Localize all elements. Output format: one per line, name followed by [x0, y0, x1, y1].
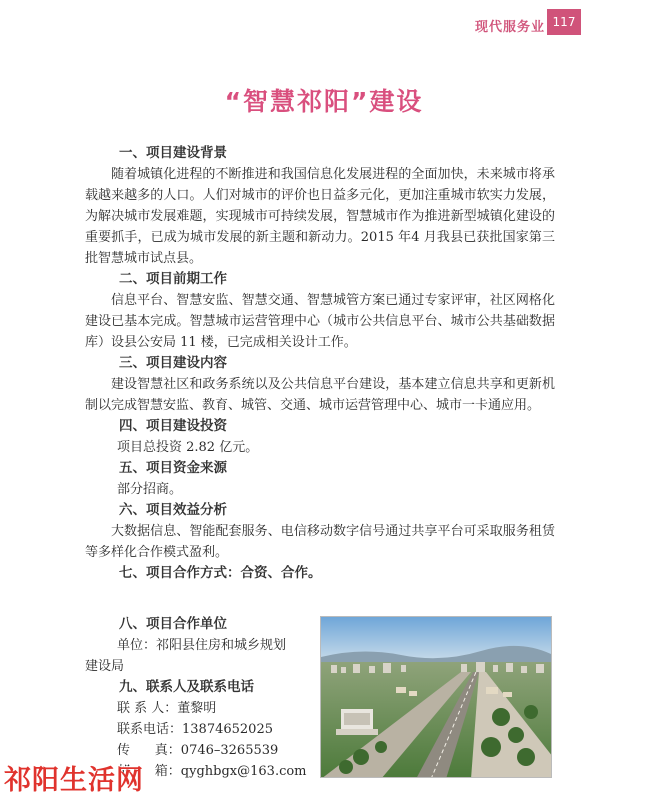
section-body: 信息平台、智慧安监、智慧交通、智慧城管方案已通过专家评审，社区网格化建设已基本完成。智慧城市运营管理中心（城市公共信息平台、城市公共基础数据库）设县公安局 11 楼，已完成相关设计工作。: [85, 293, 555, 350]
unit-line-continued: 建设局: [85, 659, 125, 674]
section-heading: 七、项目合作方式：合资、合作。: [119, 565, 322, 581]
section-body: 部分招商。: [117, 482, 183, 497]
site-watermark: 祁阳生活网: [4, 765, 144, 796]
section-heading: 一、项目建设背景: [119, 145, 227, 161]
section-body: 随着城镇化进程的不断推进和我国信息化发展进程的全面加快，未来城市将承载越来越多的人口。人们对城市的评价也日益多元化，更加注重城市软实力发展，为解决城市发展难题，实现城市可持续发展，智慧城市作为推进新型城镇化建设的重要抓手，已成为城市发展的新主题和新动力。2015 年4 月我县已获批国家第三批智慧城市试点县。: [85, 167, 555, 266]
section-heading: 四、项目建设投资: [119, 418, 227, 434]
page-title: “智慧祁阳”建设: [224, 87, 424, 116]
page-number: 117: [547, 9, 581, 35]
city-aerial-photo: [320, 616, 552, 778]
contact-heading: 九、联系人及联系电话: [119, 679, 254, 695]
contact-block: [85, 614, 315, 782]
unit-line: 单位：祁阳县住房和城乡规划: [117, 638, 287, 653]
contact-phone: 联系电话：13874652025: [117, 722, 273, 737]
header-section-label: 现代服务业: [474, 20, 545, 35]
content-body: [85, 143, 555, 584]
contact-email: 邮 箱：qyghbgx@163.com: [117, 764, 307, 779]
section-heading: 五、项目资金来源: [119, 460, 227, 476]
contact-fax: 传 真：0746–3265539: [117, 743, 279, 758]
section-body: 大数据信息、智能配套服务、电信移动数字信号通过共享平台可采取服务租赁等多样化合作模式盈利。: [85, 524, 555, 560]
section-heading: 三、项目建设内容: [119, 355, 227, 371]
unit-heading: 八、项目合作单位: [119, 616, 227, 632]
section-body: 项目总投资 2.82 亿元。: [117, 440, 259, 455]
section-heading: 二、项目前期工作: [119, 271, 227, 287]
section-heading: 六、项目效益分析: [119, 502, 227, 518]
section-body: 建设智慧社区和政务系统以及公共信息平台建设，基本建立信息共享和更新机制以完成智慧安监、教育、城管、交通、城市运营管理中心、城市一卡通应用。: [85, 377, 555, 413]
contact-person: 联 系 人：董黎明: [117, 701, 217, 716]
